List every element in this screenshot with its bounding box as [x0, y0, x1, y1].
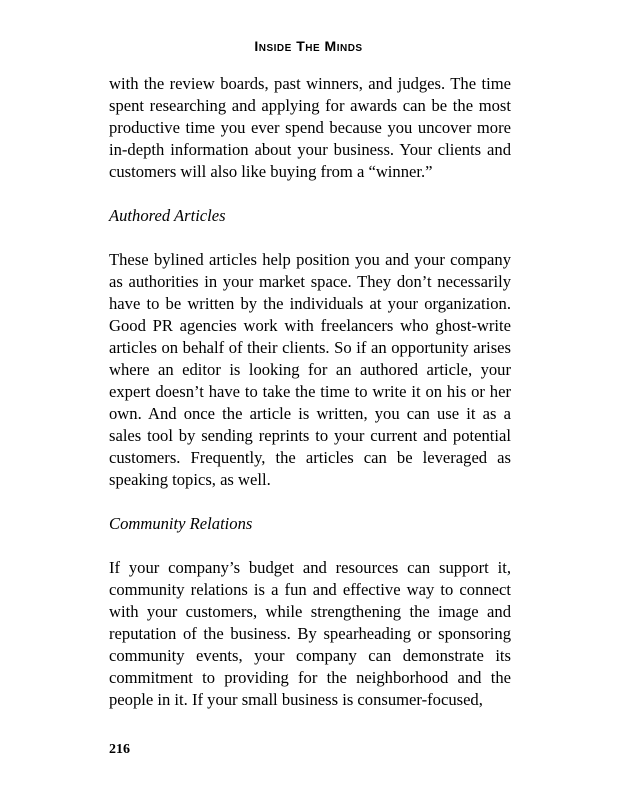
paragraph-authored-articles: These bylined articles help position you and your company as authorities in your market space. They don’t necessarily have to be written by the individuals at your organization. Good PR agencies work with freelancers who ghost-write articles on behalf of their clients. So if an opportunity arises where an editor is looking for an authored article, your expert doesn’t have to take the time to write it on his or her own. And once the article is written, you can use it as a sales tool by sending reprints to your current and potential customers. Frequently, the articles can be leveraged as speaking topics, as well.	[109, 250, 511, 489]
running-head: Inside The Minds	[254, 38, 363, 54]
section-heading-community-relations: Community Relations	[109, 514, 253, 533]
paragraph-community-relations: If your company’s budget and resources can support it, community relations is a fun and effective way to connect with your customers, while strengthening the image and reputation of the business. By spearheading or sponsoring community events, your company can demonstrate its commitment to providing for the neighborhood and the people in it. If your small business is consumer-focused,	[109, 558, 511, 709]
paragraph-awards-continued: with the review boards, past winners, and judges. The time spent researching and applying for awards can be the most productive time you ever spend because you uncover more in-depth information about your business. Your clients and customers will also like buying from a “winner.”	[109, 74, 511, 181]
section-heading-authored-articles: Authored Articles	[109, 206, 226, 225]
page-number: 216	[109, 742, 130, 757]
body-text	[109, 73, 511, 711]
